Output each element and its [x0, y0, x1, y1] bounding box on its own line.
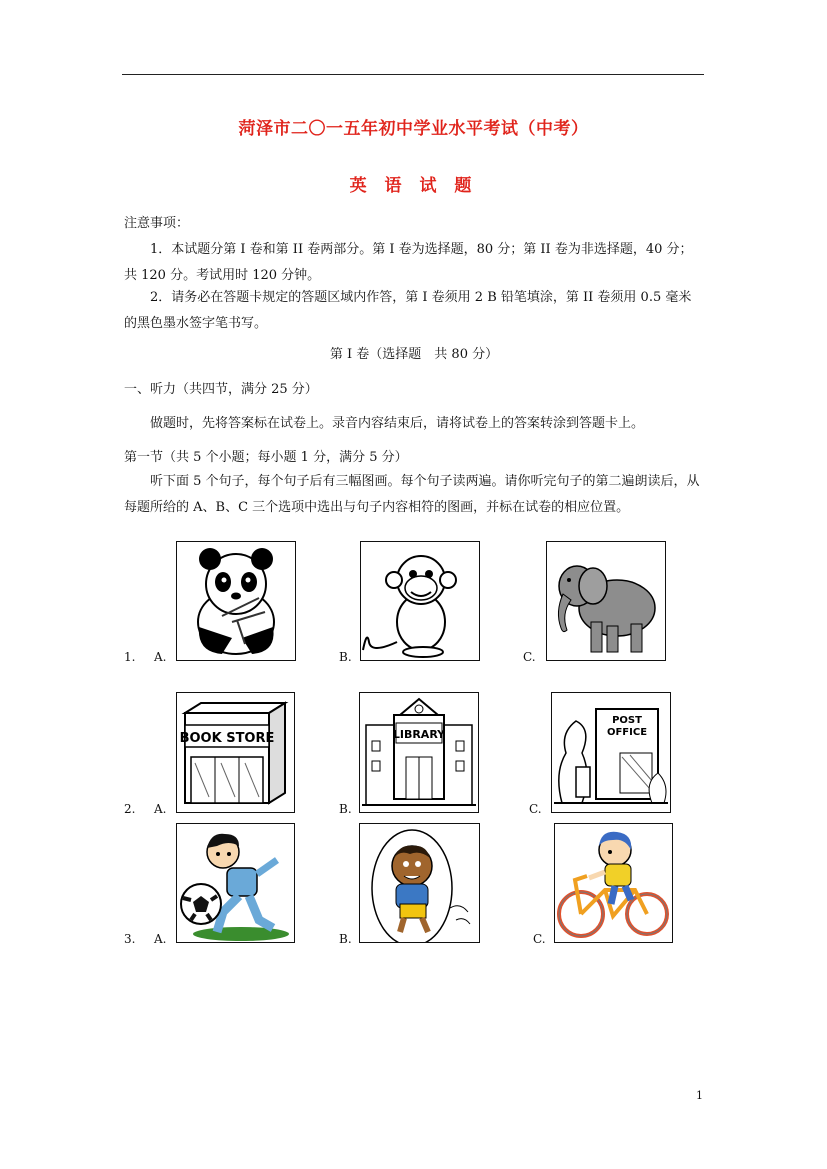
- option-a-label: A.: [154, 650, 167, 664]
- bike-boy-image[interactable]: [554, 823, 673, 943]
- notice-heading: 注意事项：: [124, 216, 190, 231]
- football-boy-image[interactable]: [176, 823, 295, 943]
- option-a-label: A.: [154, 802, 167, 816]
- football-boy-icon: [177, 824, 294, 942]
- elephant-icon: [547, 542, 665, 660]
- subsection-heading: 第一节（共 5 个小题；每小题 1 分，满分 5 分）: [124, 450, 408, 465]
- monkey-image[interactable]: [360, 541, 480, 661]
- sign-text: BOOK STORE: [179, 731, 275, 746]
- question-number: 2.: [124, 802, 136, 816]
- notice-item-2: 2．请务必在答题卡规定的答题区域内作答，第 I 卷须用 2 B 铅笔填涂，第 II 卷须用 0.5 毫米的黑色墨水签字笔书写。: [124, 290, 692, 331]
- option-c-label: C.: [529, 802, 542, 816]
- page-number: 1: [696, 1089, 703, 1102]
- monkey-icon: [361, 542, 479, 660]
- library-icon: [360, 693, 478, 812]
- bike-boy-icon: [555, 824, 672, 942]
- jump-rope-boy-icon: [360, 824, 479, 942]
- bookstore-image[interactable]: [176, 692, 295, 813]
- jump-rope-boy-image[interactable]: [359, 823, 480, 943]
- sign-text: LIBRARY: [392, 728, 446, 741]
- sign-text: POST: [612, 715, 642, 726]
- volume-heading: 第 I 卷（选择题 共 80 分）: [329, 347, 499, 362]
- option-b-label: B.: [339, 802, 352, 816]
- post-office-icon: [552, 693, 670, 812]
- option-c-label: C.: [533, 932, 546, 946]
- question-number: 1.: [124, 650, 136, 664]
- panda-image[interactable]: [176, 541, 296, 661]
- option-b-label: B.: [339, 650, 352, 664]
- option-b-label: B.: [339, 932, 352, 946]
- bookstore-icon: [177, 693, 294, 812]
- part-heading: 一、听力（共四节，满分 25 分）: [124, 382, 318, 397]
- option-a-label: A.: [154, 932, 167, 946]
- part-instruction: 做题时，先将答案标在试卷上。录音内容结束后，请将试卷上的答案转涂到答题卡上。: [150, 416, 645, 431]
- exam-title: 菏泽市二〇一五年初中学业水平考试（中考）: [238, 119, 589, 139]
- top-rule: [122, 74, 704, 75]
- exam-subtitle: 英 语 试 题: [349, 176, 478, 196]
- subsection-description: 听下面 5 个句子，每个句子后有三幅图画。每个句子读两遍。请你听完句子的第二遍朗读后，从每题所给的 A、B、C 三个选项中选出与句子内容相符的图画，并标在试卷的相应位置。: [124, 474, 700, 515]
- question-number: 3.: [124, 932, 136, 946]
- elephant-image[interactable]: [546, 541, 666, 661]
- option-c-label: C.: [523, 650, 536, 664]
- sign-text: OFFICE: [606, 727, 648, 738]
- notice-item-1: 1．本试题分第 I 卷和第 II 卷两部分。第 I 卷为选择题，80 分；第 II 卷为非选择题，40 分；共 120 分。考试用时 120 分钟。: [124, 242, 693, 283]
- post-office-image[interactable]: [551, 692, 671, 813]
- library-image[interactable]: [359, 692, 479, 813]
- panda-icon: [177, 542, 295, 660]
